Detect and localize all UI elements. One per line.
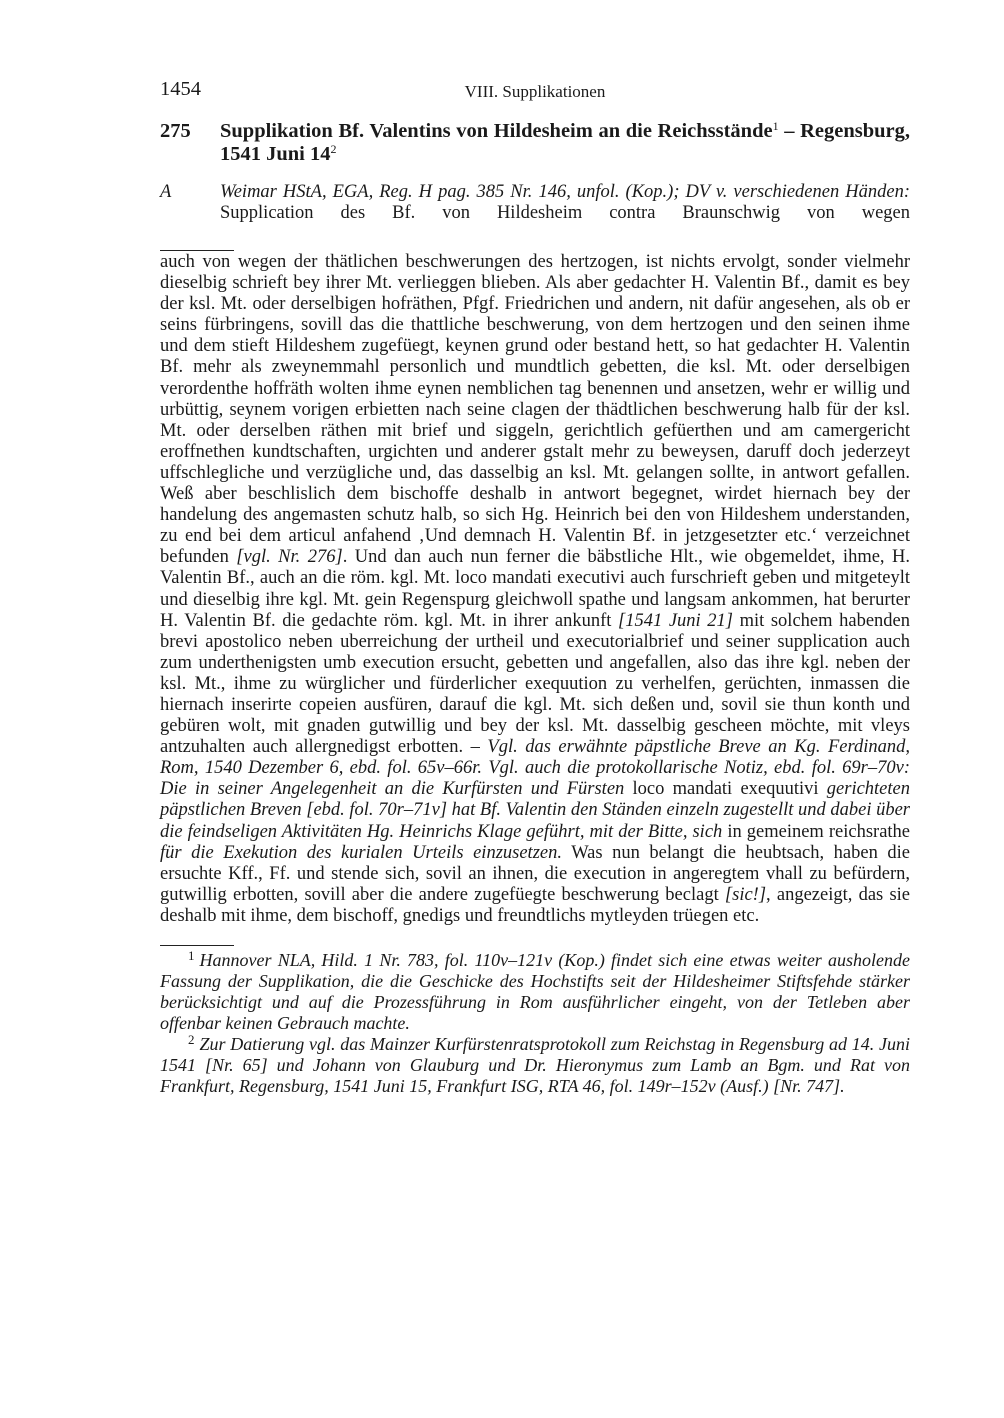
- footnote-mark: 1: [188, 948, 195, 963]
- editorial-sic: [sic!]: [724, 884, 767, 905]
- document-number: 275: [160, 120, 191, 142]
- title-text: Supplikation Bf. Valentins von Hildesheim an die Reichsstände: [220, 120, 773, 142]
- source-quote: in gemeinem reichsrathe: [722, 821, 911, 842]
- source-description: [160, 182, 910, 224]
- body-text: [160, 252, 910, 927]
- endorsement: Supplication des Bf. von Hildesheim contra Braunschwig von wegen: [220, 203, 910, 223]
- editorial-reference: [vgl. Nr. 276]: [236, 547, 343, 568]
- page-number: 1454: [160, 78, 201, 100]
- section-title: VIII. Supplikationen: [464, 82, 606, 101]
- editorial-note: gerichteten päpstlichen Breven [ebd. fol. 70r–71v] hat Bf. Valentin den Ständen einzeln zugestellt und dabei über die feindseligen Aktivitäten Hg. Heinrichs Klage geführt, mit der Bitte, sich: [160, 779, 910, 842]
- body-segment: Was nun belangt die heubtsach, haben die ersuchte Kff., Ff. und stende sich, sovil an ihnen, die execution in angeregtem vhall zu befürdern, gutwillig erbotten, sovill aber die andere zugefüegte beschwerung beclagt: [160, 842, 910, 905]
- footnote-mark: 2: [188, 1032, 195, 1047]
- editorial-date: [1541 Juni 21]: [618, 610, 733, 631]
- body-segment: auch von wegen der thätlichen beschwerungen des hertzogen, ist nichts ervolgt, sonder vielmehr dieselbig schrieft bey ihrer Mt. verlieggen blieben. Als aber gedachter H. Valentin Bf., damit es bey der ksl. Mt. oder derselbigen hofräthen, Pfgf. Friedrichen und andern, nit dafür angesehen, als ob er seins fürbringens, sovill das die thattliche beschwerung, von dem hertzogen und den seinen ihme und dem stieft Hildeshem zugefüegt, keynen grund oder bestand hett, so hat gedachter H. Valentin Bf. mehr als zweynemmahl personlich und mundtlich gebetten, die ksl. Mt. oder derselbigen verordenthe hoffräth wolten ihme eynen nemblichen tag benennen und ansetzen, wehr er willig und urbüttig, seynem vorigen erbietten nach seine clagen der thädtlichen beschwerung halb für der ksl. Mt. oder derselben räthen mit brief und siggeln, gerichtlich gefüerthen und am camergericht eroffnethen kundtschaften, urgichten und anderer gstalt mehr zu beweysen, daruff doch jederzeyt uffschlegliche und verzügliche und, das dasselbig an ksl. Mt. gelangen sollte, in antwort gefallen. Weß aber beschlislich dem bischoffe deshalb in antwort begegnet, wirdet hiernach bey der handelung des angemasten schutz halb, so sich Hg. Heinrich bei den von Hildeshem understanden, zu end bei dem articul anfahend ‚Und demnach H. Valentin Bf. in jetzgesetzter etc.‘ verzeichnet befunden: [160, 252, 910, 568]
- body-segment: mit solchem habenden brevi apostolico neben uberreichung der urtheil und executorialbrief und seiner supplication auch zum underthenigsten umb execution ersucht, gebetten und angefallen, also das ihre kgl. neben der ksl. Mt., ihme zu würglicher und fürderlicher exequution zu verhelfen, gerüchten, inmassen die hiernach inserirte copeien ausfüren, darauf die kgl. Mt. sich deßen und, sovil sie thun konth und gebüren wolt, mit gnaden gutwillig und bey der ksl. Mt. dasselbig gescheen möchte, mit vleys antzuhalten auch allergnedigst erbotten.: [160, 610, 910, 758]
- footnote-text: Hannover NLA, Hild. 1 Nr. 783, fol. 110v–121v (Kop.) findet sich eine etwas weiter ausholende Fassung der Supplikation, die die Geschicke des Hochstifts seit der Hildesheimer Stiftsfehde stärker berücksichtigt und auf die Prozessführung in Rom ausführlicher eingeht, von der Tetleben aber offenbar keinen Gebrauch machte.: [160, 950, 910, 1033]
- document-heading: [160, 120, 910, 166]
- page: [160, 78, 910, 1097]
- footnotes: [160, 950, 910, 1097]
- footnote-ref-2[interactable]: 2: [330, 142, 337, 156]
- editorial-note: – Vgl. das erwähnte päpstliche Breve an Kg. Ferdinand, Rom, 1540 Dezember 6, ebd. fol. 65v–66r. Vgl. auch die protokollarische Notiz, ebd. fol. 69r–70v: Die in seiner Angelegenheit an die Kurfürsten und Fürsten: [160, 737, 910, 800]
- footnote-text: Zur Datierung vgl. das Mainzer Kurfürstenratsprotokoll zum Reichstag in Regensburg ad 14. Juni 1541 [Nr. 65] und Johann von Glauburg und Dr. Hieronymus zum Lamb an Bgm. und Rat von Frankfurt, Regensburg, 1541 Juni 15, Frankfurt ISG, RTA 46, fol. 149r–152v (Ausf.) [Nr. 747].: [160, 1034, 910, 1096]
- document-title: [220, 120, 910, 166]
- footnote-divider: [160, 945, 234, 946]
- editorial-note: für die Exekution des kurialen Urteils einzusetzen.: [160, 842, 562, 863]
- running-head: [160, 78, 910, 110]
- footnote-ref-1[interactable]: 1: [772, 119, 779, 133]
- source-quote: loco mandati exequutivi: [624, 779, 827, 800]
- body-segment: . Und dan auch nun ferner die bäbstliche Hlt., wie obgemeldet, ihme, H. Valentin Bf., auch an die röm. kgl. Mt. loco mandati executivi auch furschrieft geben und mitgeteylt und dieselbig ihre kgl. Mt. gein Regenspurg gleichwoll spathe und langsam ankommen, hat berurter H. Valentin Bf. die gedachte röm. kgl. Mt. in ihrer ankunft: [160, 547, 910, 631]
- footnote-1: [160, 950, 910, 1034]
- footnote-2: [160, 1034, 910, 1097]
- title-date: – Regensburg, 1541 Juni 14: [220, 120, 910, 165]
- source-siglum: A: [160, 182, 172, 202]
- text-divider: [160, 250, 234, 251]
- source-text: [220, 182, 910, 224]
- archival-reference: Weimar HStA, EGA, Reg. H pag. 385 Nr. 146, unfol. (Kop.); DV v. verschiedenen Händen:: [220, 182, 910, 202]
- body-segment: , angezeigt, das sie deshalb mit ihme, dem bischoff, gnedigs und freundtlichs mytleyden trüegen etc.: [160, 884, 910, 926]
